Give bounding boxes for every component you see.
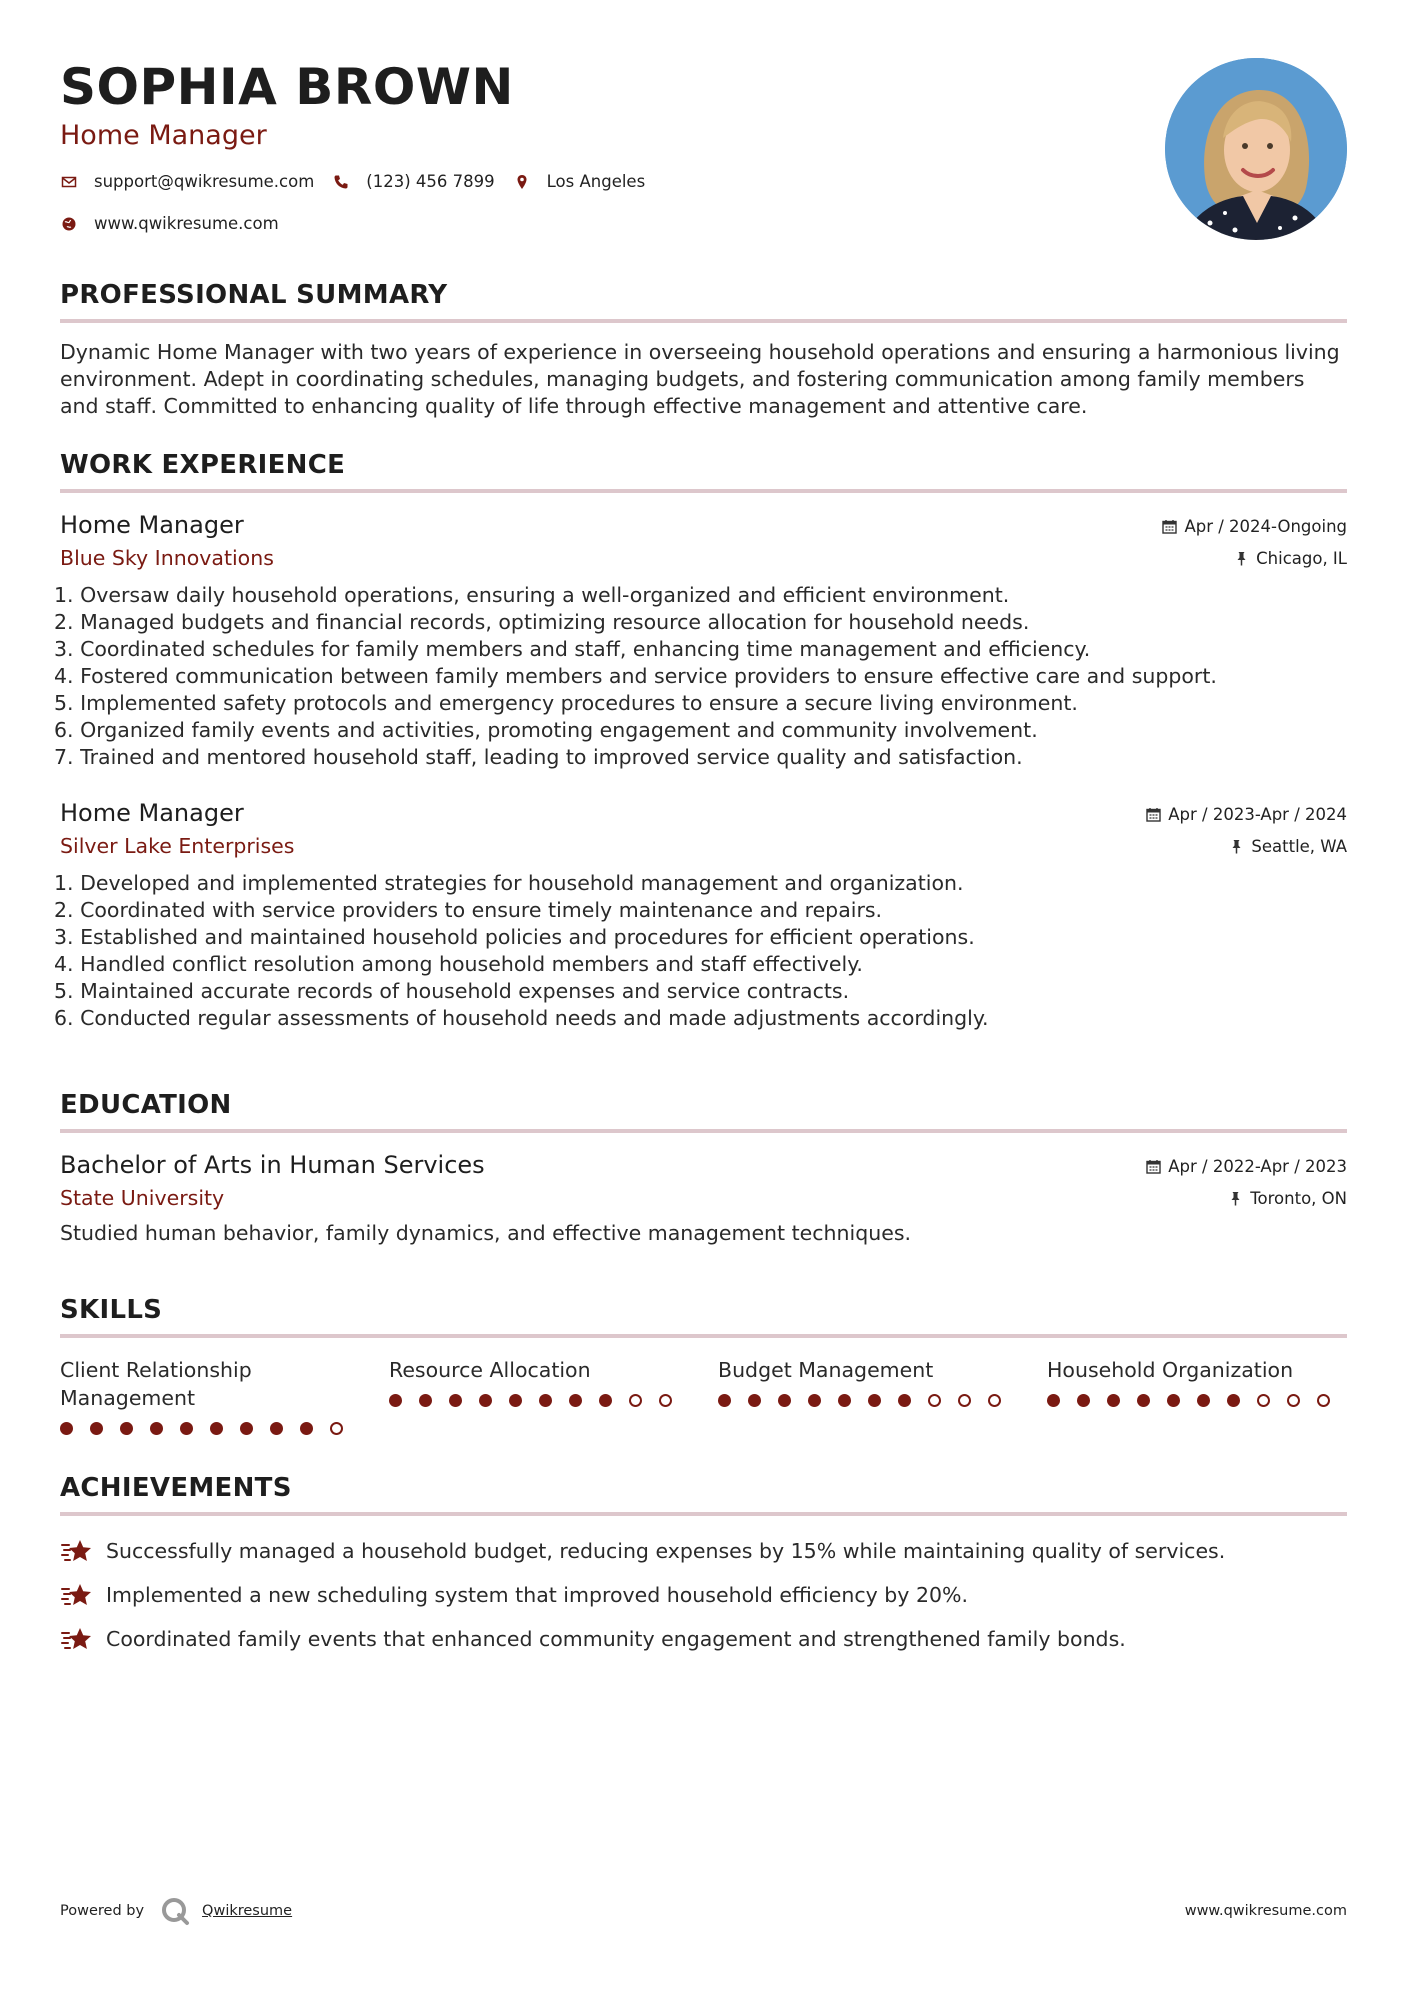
rating-dot-filled <box>300 1422 313 1435</box>
skill-rating <box>718 1394 1047 1407</box>
globe-icon <box>60 215 78 233</box>
skill-item <box>60 1356 389 1435</box>
achievement-text: Implemented a new scheduling system that improved household efficiency by 20%. <box>106 1583 969 1607</box>
rating-dot-filled <box>90 1422 103 1435</box>
contact-location: Los Angeles <box>546 172 646 191</box>
profile-photo <box>1165 58 1347 240</box>
skill-name: Resource Allocation <box>389 1358 591 1382</box>
calendar-icon <box>1146 807 1161 822</box>
list-item: 5. Maintained accurate records of household expenses and service contracts. <box>54 979 850 1003</box>
list-item: 2. Managed budgets and financial records, optimizing resource allocation for household needs. <box>54 610 1030 634</box>
section-title: ACHIEVEMENTS <box>60 1473 292 1503</box>
contact-website[interactable]: www.qwikresume.com <box>94 214 279 233</box>
school-name: State University <box>60 1186 225 1210</box>
section-divider <box>60 1129 1347 1133</box>
rating-dot-filled <box>778 1394 791 1407</box>
phone-icon <box>332 173 350 191</box>
section-title: EDUCATION <box>60 1090 232 1120</box>
resume-header <box>60 0 1347 250</box>
calendar-icon <box>1146 1159 1161 1174</box>
rating-dot-filled <box>449 1394 462 1407</box>
rating-dot-filled <box>240 1422 253 1435</box>
calendar-icon <box>1162 519 1177 534</box>
star-icon <box>60 1624 94 1654</box>
rating-dot-filled <box>838 1394 851 1407</box>
skill-name: Budget Management <box>718 1358 934 1382</box>
rating-dot-filled <box>718 1394 731 1407</box>
rating-dot-filled <box>509 1394 522 1407</box>
achievement-text: Successfully managed a household budget, reducing expenses by 15% while maintaining quality of services. <box>106 1539 1226 1563</box>
rating-dot-filled <box>898 1394 911 1407</box>
section-divider <box>60 1512 1347 1516</box>
candidate-title: Home Manager <box>60 120 267 151</box>
skill-item <box>389 1356 718 1435</box>
rating-dot-filled <box>180 1422 193 1435</box>
list-item: 4. Fostered communication between family members and service providers to ensure effective care and support. <box>54 664 1217 688</box>
list-item: 5. Implemented safety protocols and emergency procedures to ensure a secure living environment. <box>54 691 1078 715</box>
rating-dot-filled <box>569 1394 582 1407</box>
qwikresume-logo-icon <box>160 1896 190 1926</box>
skill-name: Client Relationship Management <box>60 1358 252 1410</box>
page-footer <box>60 1896 1347 1926</box>
rating-dot-filled <box>599 1394 612 1407</box>
education-location: Toronto, ON <box>1250 1188 1347 1208</box>
powered-by-label: Powered by <box>60 1903 145 1919</box>
list-item <box>60 1580 1347 1610</box>
achievement-text: Coordinated family events that enhanced community engagement and strengthened family bonds. <box>106 1627 1126 1651</box>
skill-rating <box>60 1422 389 1435</box>
job-location: Chicago, IL <box>1256 548 1347 568</box>
pushpin-icon <box>1229 839 1244 854</box>
rating-dot-empty <box>629 1394 642 1407</box>
rating-dot-filled <box>389 1394 402 1407</box>
achievements-list <box>60 1536 1347 1654</box>
rating-dot-filled <box>150 1422 163 1435</box>
degree-name: Bachelor of Arts in Human Services <box>60 1151 485 1179</box>
list-item: 1. Oversaw daily household operations, ensuring a well-organized and efficient environment. <box>54 583 1010 607</box>
contact-phone[interactable]: (123) 456 7899 <box>366 172 495 191</box>
summary-section <box>60 280 1347 420</box>
rating-dot-empty <box>659 1394 672 1407</box>
list-item: 1. Developed and implemented strategies for household management and organization. <box>54 871 964 895</box>
skill-rating <box>389 1394 718 1407</box>
rating-dot-filled <box>419 1394 432 1407</box>
work-experience-section <box>54 450 1347 1032</box>
job-company: Blue Sky Innovations <box>60 546 274 570</box>
section-title: PROFESSIONAL SUMMARY <box>60 280 448 310</box>
rating-dot-filled <box>210 1422 223 1435</box>
envelope-icon <box>60 173 78 191</box>
skill-rating <box>1047 1394 1347 1407</box>
rating-dot-filled <box>539 1394 552 1407</box>
skill-name: Household Organization <box>1047 1358 1294 1382</box>
list-item <box>60 1536 1347 1566</box>
contact-email[interactable]: support@qwikresume.com <box>94 172 315 191</box>
rating-dot-empty <box>1287 1394 1300 1407</box>
achievements-section <box>60 1473 1347 1654</box>
skill-item <box>1047 1356 1347 1435</box>
job-bullets <box>54 870 1347 1032</box>
list-item: 4. Handled conflict resolution among household members and staff effectively. <box>54 952 863 976</box>
brand-link[interactable]: Qwikresume <box>202 1903 293 1919</box>
rating-dot-empty <box>928 1394 941 1407</box>
candidate-name: SOPHIA BROWN <box>60 58 514 116</box>
rating-dot-filled <box>1227 1394 1240 1407</box>
map-pin-icon <box>513 173 531 191</box>
contact-row-website <box>60 214 297 233</box>
section-divider <box>60 1334 1347 1338</box>
rating-dot-filled <box>1167 1394 1180 1407</box>
footer-website-link[interactable]: www.qwikresume.com <box>1184 1903 1347 1919</box>
job-entry <box>54 509 1347 771</box>
rating-dot-filled <box>1137 1394 1150 1407</box>
rating-dot-empty <box>330 1422 343 1435</box>
pushpin-icon <box>1228 1191 1243 1206</box>
rating-dot-filled <box>60 1422 73 1435</box>
education-description: Studied human behavior, family dynamics, and effective management techniques. <box>60 1221 912 1245</box>
rating-dot-filled <box>1197 1394 1210 1407</box>
job-entry <box>54 797 1347 1032</box>
rating-dot-filled <box>1107 1394 1120 1407</box>
rating-dot-filled <box>270 1422 283 1435</box>
job-dates: Apr / 2024-Ongoing <box>1184 516 1347 536</box>
rating-dot-empty <box>988 1394 1001 1407</box>
job-dates: Apr / 2023-Apr / 2024 <box>1168 804 1347 824</box>
list-item: 3. Coordinated schedules for family members and staff, enhancing time management and efficiency. <box>54 637 1091 661</box>
education-section <box>60 1090 1347 1247</box>
list-item: 6. Organized family events and activities, promoting engagement and community involvement. <box>54 718 1038 742</box>
rating-dot-filled <box>868 1394 881 1407</box>
section-divider <box>60 489 1347 493</box>
list-item: 6. Conducted regular assessments of household needs and made adjustments accordingly. <box>54 1006 989 1030</box>
list-item: 3. Established and maintained household policies and procedures for efficient operations. <box>54 925 975 949</box>
list-item: 7. Trained and mentored household staff, leading to improved service quality and satisfaction. <box>54 745 1023 769</box>
rating-dot-empty <box>958 1394 971 1407</box>
job-bullets <box>54 582 1347 771</box>
star-icon <box>60 1580 94 1610</box>
rating-dot-empty <box>1257 1394 1270 1407</box>
job-role: Home Manager <box>60 511 244 539</box>
skills-row <box>60 1356 1347 1435</box>
rating-dot-filled <box>479 1394 492 1407</box>
rating-dot-filled <box>1047 1394 1060 1407</box>
contact-row <box>60 172 663 191</box>
star-icon <box>60 1536 94 1566</box>
skill-item <box>718 1356 1047 1435</box>
section-title: SKILLS <box>60 1295 163 1325</box>
section-title: WORK EXPERIENCE <box>60 450 346 480</box>
job-company: Silver Lake Enterprises <box>60 834 295 858</box>
summary-text: Dynamic Home Manager with two years of experience in overseeing household operations and ensuring a harmonious living environment. Adept in coordinating schedules, managing budgets, and fostering communication among family members and staff. Committed to enhancing quality of life through effective management and attentive care. <box>60 340 1340 418</box>
pushpin-icon <box>1234 551 1249 566</box>
education-dates: Apr / 2022-Apr / 2023 <box>1168 1156 1347 1176</box>
rating-dot-filled <box>748 1394 761 1407</box>
skills-section <box>60 1295 1347 1435</box>
section-divider <box>60 319 1347 323</box>
education-entry <box>60 1149 1347 1247</box>
rating-dot-empty <box>1317 1394 1330 1407</box>
list-item <box>60 1624 1347 1654</box>
job-role: Home Manager <box>60 799 244 827</box>
list-item: 2. Coordinated with service providers to ensure timely maintenance and repairs. <box>54 898 883 922</box>
rating-dot-filled <box>808 1394 821 1407</box>
rating-dot-filled <box>120 1422 133 1435</box>
rating-dot-filled <box>1077 1394 1090 1407</box>
job-location: Seattle, WA <box>1251 836 1347 856</box>
